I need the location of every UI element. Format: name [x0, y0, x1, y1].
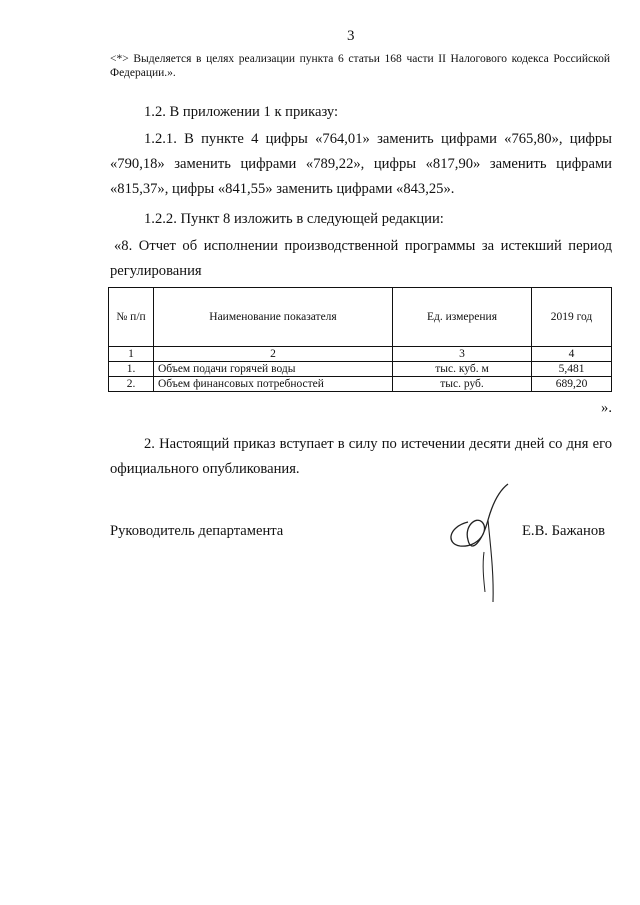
table-cell: 1. [109, 362, 154, 377]
header-year: 2019 год [532, 288, 612, 347]
table-numbering-row [109, 347, 612, 362]
paragraph-1-2-2: 1.2.2. Пункт 8 изложить в следующей редакции: [144, 211, 444, 227]
signatory-name: Е.В. Бажанов [522, 523, 606, 539]
table-cell: Объем финансовых потребностей [154, 377, 393, 392]
table-cell: 4 [532, 347, 612, 362]
table-cell: 5,481 [532, 362, 612, 377]
signatory-position: Руководитель департамента [110, 523, 284, 539]
header-indicator: Наименование показателя [154, 288, 393, 347]
table-cell: 689,20 [532, 377, 612, 392]
table-cell: Объем подачи горячей воды [154, 362, 393, 377]
table-cell: 1 [109, 347, 154, 362]
table-row [109, 362, 612, 377]
table-row [109, 377, 612, 392]
header-unit: Ед. измерения [393, 288, 532, 347]
paragraph-2: 2. Настоящий приказ вступает в силу по истечении десяти дней со дня его официального опубликования. [110, 436, 612, 477]
table-cell: 2 [154, 347, 393, 362]
header-number: № п/п [109, 288, 154, 347]
paragraph-point-8: «8. Отчет об исполнении производственной программы за истекший период регулирования [110, 238, 612, 279]
page-number: 3 [347, 28, 355, 44]
paragraph-1-2: 1.2. В приложении 1 к приказу: [144, 104, 339, 120]
production-program-table [108, 287, 612, 392]
paragraph-1-2-1: 1.2.1. В пункте 4 цифры «764,01» заменить цифрами «765,80», цифры «790,18» заменить цифрами «789,22», цифры «817,90» заменить цифрами «815,37», цифры «841,55» заменить цифрами «843,25». [110, 131, 612, 197]
table-cell: тыс. куб. м [393, 362, 532, 377]
footnote: <*> Выделяется в целях реализации пункта 6 статьи 168 части II Налогового кодекса Российской Федерации.». [110, 53, 610, 79]
table-header-row [109, 288, 612, 347]
table-cell: 2. [109, 377, 154, 392]
table-cell: тыс. руб. [393, 377, 532, 392]
handwritten-signature [438, 482, 518, 607]
table-cell: 3 [393, 347, 532, 362]
closing-quote: ». [601, 400, 612, 416]
